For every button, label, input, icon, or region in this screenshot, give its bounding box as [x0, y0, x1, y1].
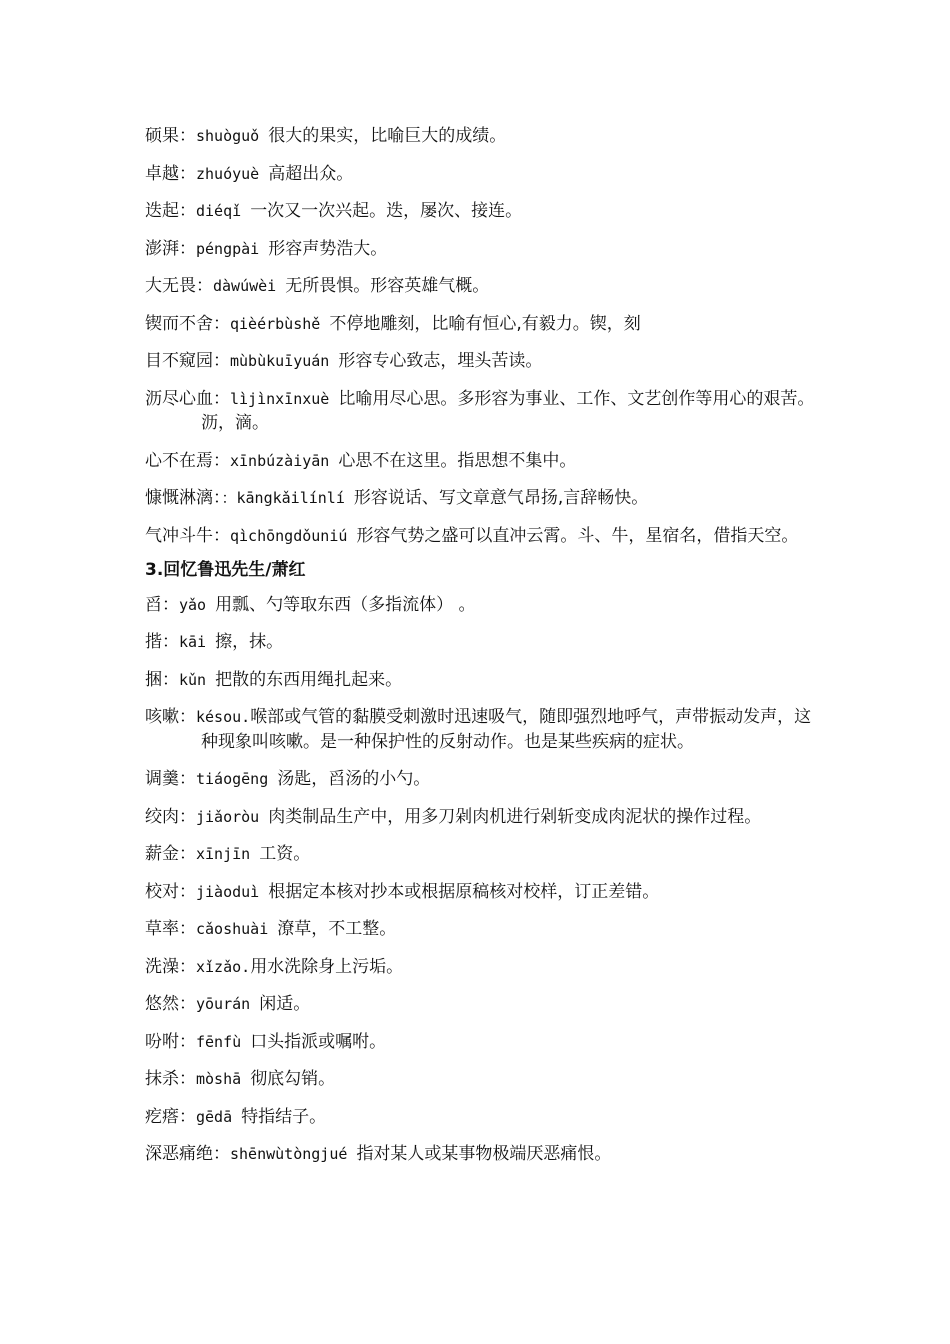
vocab-pinyin: diéqǐ: [196, 202, 251, 220]
vocab-pinyin: yǎo: [179, 595, 216, 614]
vocab-term: 洗澡：: [145, 956, 196, 977]
vocab-definition: 彻底勾销。: [250, 1069, 336, 1089]
vocab-entry: [145, 630, 815, 655]
vocab-definition: 指对某人或某事物极端厌恶痛恨。: [356, 1144, 612, 1164]
vocab-term: 大无畏：: [145, 276, 213, 296]
vocab-pinyin: qìchōngdǒuniú: [230, 526, 357, 545]
vocab-pinyin: dàwúwèi: [213, 277, 286, 295]
vocab-definition: 汤匙，舀汤的小勺。: [277, 769, 431, 789]
vocab-pinyin: ：kāngkǎilínlí: [221, 489, 354, 507]
vocab-entry: [145, 917, 815, 942]
vocab-definition: 特指结子。: [241, 1106, 327, 1127]
vocab-entry: [145, 387, 815, 436]
vocab-pinyin: yōurán: [196, 995, 260, 1013]
vocab-entry: [145, 349, 815, 374]
vocab-term: 气冲斗牛：: [145, 525, 230, 546]
vocab-term: 悠然：: [145, 994, 196, 1014]
vocab-pinyin: késou.: [196, 708, 251, 726]
vocab-term: 心不在焉：: [145, 450, 230, 471]
section-heading: 3.回忆鲁迅先生/萧红: [145, 560, 306, 580]
vocab-entry: [145, 955, 815, 980]
vocab-term: 薪金：: [145, 844, 196, 864]
vocab-pinyin: mùbùkuīyuán: [230, 352, 339, 370]
vocab-term: 抹杀：: [145, 1069, 196, 1089]
vocab-definition: 把散的东西用绳扎起来。: [215, 669, 403, 690]
vocab-definition: 用水洗除身上污垢。: [250, 956, 404, 977]
vocab-pinyin: gēdā: [196, 1107, 242, 1126]
vocab-definition: 闲适。: [259, 994, 311, 1014]
vocab-definition: 形容声势浩大。: [268, 238, 388, 259]
vocab-pinyin: xǐzǎo.: [196, 957, 251, 976]
vocab-entry: [145, 805, 815, 830]
vocab-entry: [145, 705, 815, 754]
vocab-entry: [145, 668, 815, 693]
vocab-entry: [145, 199, 815, 224]
vocab-term: 澎湃：: [145, 238, 196, 259]
vocabulary-list: [145, 124, 815, 1180]
vocab-definition: 擦，抹。: [215, 632, 284, 652]
vocab-pinyin: shuòguǒ: [196, 127, 269, 145]
vocab-definition: 根据定本核对抄本或根据原稿核对校样，订正差错。: [268, 881, 660, 902]
vocab-definition: 心思不在这里。指思想不集中。: [338, 450, 577, 471]
vocab-entry: [145, 880, 815, 905]
vocab-pinyin: xīnbúzàiyān: [230, 451, 339, 470]
vocab-entry: [145, 162, 815, 187]
vocab-entry: [145, 593, 815, 618]
vocabulary-section-2: [145, 593, 815, 1167]
vocab-entry: [145, 524, 815, 549]
vocab-definition: 很大的果实，比喻巨大的成绩。: [268, 126, 507, 146]
vocab-entry: [145, 842, 815, 867]
vocab-term: 草率：: [145, 919, 196, 939]
vocab-term: 舀：: [145, 594, 179, 615]
vocab-definition: 比喻用尽心思。多形容为事业、工作、文艺创作等用心的艰苦。沥，滴。: [201, 388, 815, 433]
vocab-term: 调羹：: [145, 769, 196, 789]
vocab-term: 硕果：: [145, 126, 196, 146]
vocab-definition: 不停地雕刻，比喻有恒心,有毅力。锲，刻: [329, 313, 641, 334]
vocab-pinyin: xīnjīn: [196, 845, 260, 863]
vocab-definition: 形容说话、写文章意气昂扬,言辞畅快。: [353, 488, 649, 508]
vocab-entry: [145, 274, 815, 299]
vocab-definition: 形容气势之盛可以直冲云霄。斗、牛，星宿名，借指天空。: [356, 525, 799, 546]
vocab-entry: [145, 1030, 815, 1055]
vocab-definition: 无所畏惧。形容英雄气概。: [285, 276, 490, 296]
vocab-entry: [145, 124, 815, 149]
vocab-term: 卓越：: [145, 163, 196, 184]
vocab-entry: [145, 767, 815, 792]
vocab-pinyin: tiáogēng: [196, 770, 278, 788]
vocab-entry: [145, 312, 815, 337]
vocab-term: 绞肉：: [145, 806, 196, 827]
vocab-pinyin: péngpài: [196, 239, 269, 258]
vocab-term: 咳嗽：: [145, 707, 196, 727]
vocab-pinyin: kāi: [179, 633, 216, 651]
vocab-definition: 肉类制品生产中，用多刀剁肉机进行剁斩变成肉泥状的操作过程。: [268, 806, 762, 827]
vocab-term: 吩咐：: [145, 1031, 196, 1052]
vocab-term: 锲而不舍：: [145, 313, 230, 334]
vocab-definition: 高超出众。: [268, 163, 354, 184]
vocab-pinyin: mòshā: [196, 1070, 251, 1088]
vocab-definition: 喉部或气管的黏膜受刺激时迅速吸气，随即强烈地呼气，声带振动发声，这种现象叫咳嗽。是一种保护性的反射动作。也是某些疾病的症状。: [201, 707, 812, 752]
vocab-term: 沥尽心血：: [145, 388, 230, 409]
vocab-entry: [145, 992, 815, 1017]
vocab-entry: [145, 1067, 815, 1092]
vocab-pinyin: shēnwùtòngjué: [230, 1145, 357, 1163]
vocab-definition: 形容专心致志，埋头苦读。: [338, 351, 543, 371]
vocab-entry: [145, 1142, 815, 1167]
vocab-definition: 用瓢、勺等取东西（多指流体） 。: [215, 594, 476, 615]
vocab-term: 校对：: [145, 881, 196, 902]
vocab-entry: [145, 449, 815, 474]
vocab-pinyin: jiǎoròu: [196, 807, 269, 826]
vocab-term: 揩：: [145, 632, 179, 652]
vocab-pinyin: qièérbùshě: [230, 314, 330, 333]
vocab-pinyin: zhuóyuè: [196, 164, 269, 183]
vocab-term: 迭起：: [145, 201, 196, 221]
vocab-definition: 潦草，不工整。: [277, 919, 397, 939]
vocab-pinyin: kǔn: [179, 670, 216, 689]
vocab-term: 疙瘩：: [145, 1106, 196, 1127]
vocab-entry: [145, 1105, 815, 1130]
vocab-term: 捆：: [145, 669, 179, 690]
vocab-term: 目不窥园：: [145, 351, 230, 371]
vocab-entry: [145, 237, 815, 262]
vocab-pinyin: jiàoduì: [196, 882, 269, 901]
vocab-definition: 口头指派或嘱咐。: [250, 1031, 387, 1052]
vocabulary-section-1: [145, 124, 815, 548]
vocab-pinyin: cǎoshuài: [196, 920, 278, 938]
vocab-term: 慷慨淋漓：: [145, 488, 222, 508]
vocab-term: 深恶痛绝：: [145, 1144, 230, 1164]
vocab-pinyin: fēnfù: [196, 1032, 251, 1051]
vocab-definition: 一次又一次兴起。迭，屡次、接连。: [250, 201, 523, 221]
vocab-definition: 工资。: [259, 844, 311, 864]
vocab-entry: [145, 486, 815, 511]
vocab-pinyin: lìjìnxīnxuè: [230, 389, 339, 408]
